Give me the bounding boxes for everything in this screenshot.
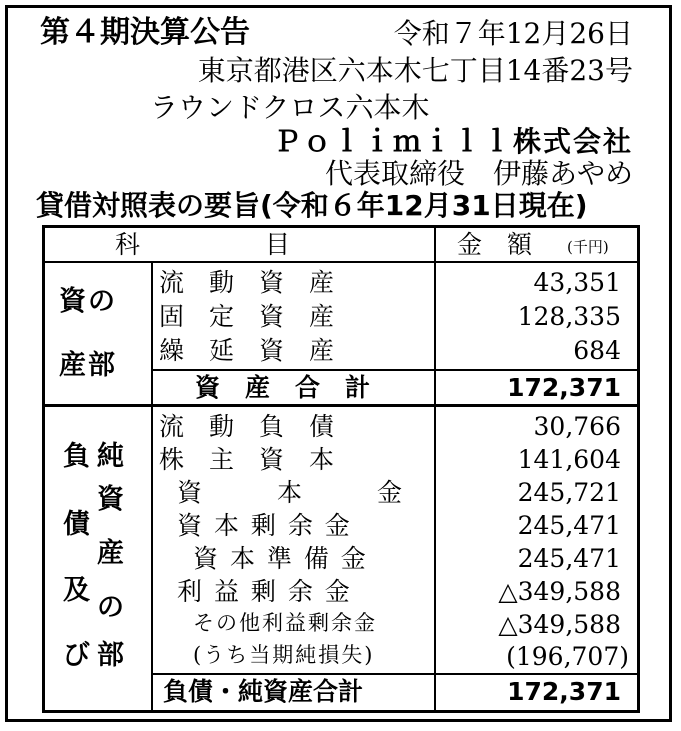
company-address: 東京都港区六本木七丁目14番23号 bbox=[197, 54, 633, 87]
liab-label-char: 負 bbox=[63, 441, 90, 472]
liab-item-label: (うち当期純損失) bbox=[193, 643, 375, 667]
equity-label-char: の bbox=[97, 592, 124, 623]
liab-item-value: 141,604 bbox=[517, 445, 621, 474]
asset-item-value: 128,335 bbox=[517, 302, 621, 331]
balance-sheet-subtitle: 貸借対照表の要旨(令和６年12月31日現在) bbox=[36, 189, 588, 222]
column-header-item: 科 目 bbox=[115, 230, 291, 259]
liab-item-label: 資 本 準 備 金 bbox=[193, 544, 368, 573]
company-building: ラウンドクロス六本木 bbox=[150, 91, 430, 124]
header-divider bbox=[45, 261, 637, 263]
representative: 代表取締役 伊藤あやめ bbox=[324, 157, 633, 190]
asset-item-label: 繰 延 資 産 bbox=[159, 336, 335, 365]
liab-item-value: △349,588 bbox=[498, 577, 621, 606]
liab-item-value: 30,766 bbox=[533, 412, 621, 441]
liab-total-line bbox=[151, 673, 637, 675]
equity-label-char: 資 bbox=[97, 484, 124, 515]
liab-item-value: 245,471 bbox=[517, 544, 621, 573]
liab-item-label: その他利益剰余金 bbox=[193, 611, 377, 635]
liab-item-value: 245,471 bbox=[517, 511, 621, 540]
equity-label-char: 部 bbox=[97, 640, 124, 671]
liab-item-label: 利 益 剰 余 金 bbox=[177, 577, 352, 606]
section-separator bbox=[45, 404, 637, 407]
liab-label-char: 及 bbox=[63, 575, 90, 606]
asset-item-value: 684 bbox=[573, 336, 621, 365]
column-header-amount: 金 額 bbox=[457, 230, 533, 259]
liab-item-value: (196,707) bbox=[506, 642, 629, 671]
equity-label-char: 産 bbox=[97, 538, 124, 569]
assets-section-label-top: 資の bbox=[59, 286, 117, 317]
liab-item-label: 資 本 金 bbox=[177, 478, 403, 507]
assets-total-label: 資 産 合 計 bbox=[195, 373, 371, 402]
assets-section-label-bottom: 産部 bbox=[59, 350, 117, 381]
notice-date: 令和７年12月26日 bbox=[393, 17, 633, 50]
assets-total-line bbox=[151, 369, 637, 371]
equity-label-char: 純 bbox=[97, 441, 124, 472]
liab-item-value: 245,721 bbox=[517, 478, 621, 507]
section-divider bbox=[151, 263, 153, 710]
company-name: Ｐｏｌｉｍｉｌｌ株式会社 bbox=[272, 125, 633, 158]
liab-item-value: △349,588 bbox=[498, 610, 621, 639]
column-header-unit: (千円) bbox=[567, 238, 609, 256]
liab-item-label: 流 動 負 債 bbox=[159, 412, 335, 441]
asset-item-label: 固 定 資 産 bbox=[159, 302, 335, 331]
balance-sheet-table bbox=[42, 225, 640, 713]
amount-divider bbox=[434, 228, 436, 710]
liab-total-value: 172,371 bbox=[507, 677, 621, 706]
liab-item-label: 株 主 資 本 bbox=[159, 445, 335, 474]
liab-total-label: 負債・純資産合計 bbox=[163, 677, 364, 706]
notice-title: 第４期決算公告 bbox=[40, 15, 250, 50]
asset-item-label: 流 動 資 産 bbox=[159, 268, 335, 297]
assets-total-value: 172,371 bbox=[507, 373, 621, 402]
liab-label-char: 債 bbox=[63, 509, 90, 540]
liab-label-char: び bbox=[63, 640, 90, 671]
liab-item-label: 資 本 剰 余 金 bbox=[177, 511, 352, 540]
asset-item-value: 43,351 bbox=[533, 268, 621, 297]
